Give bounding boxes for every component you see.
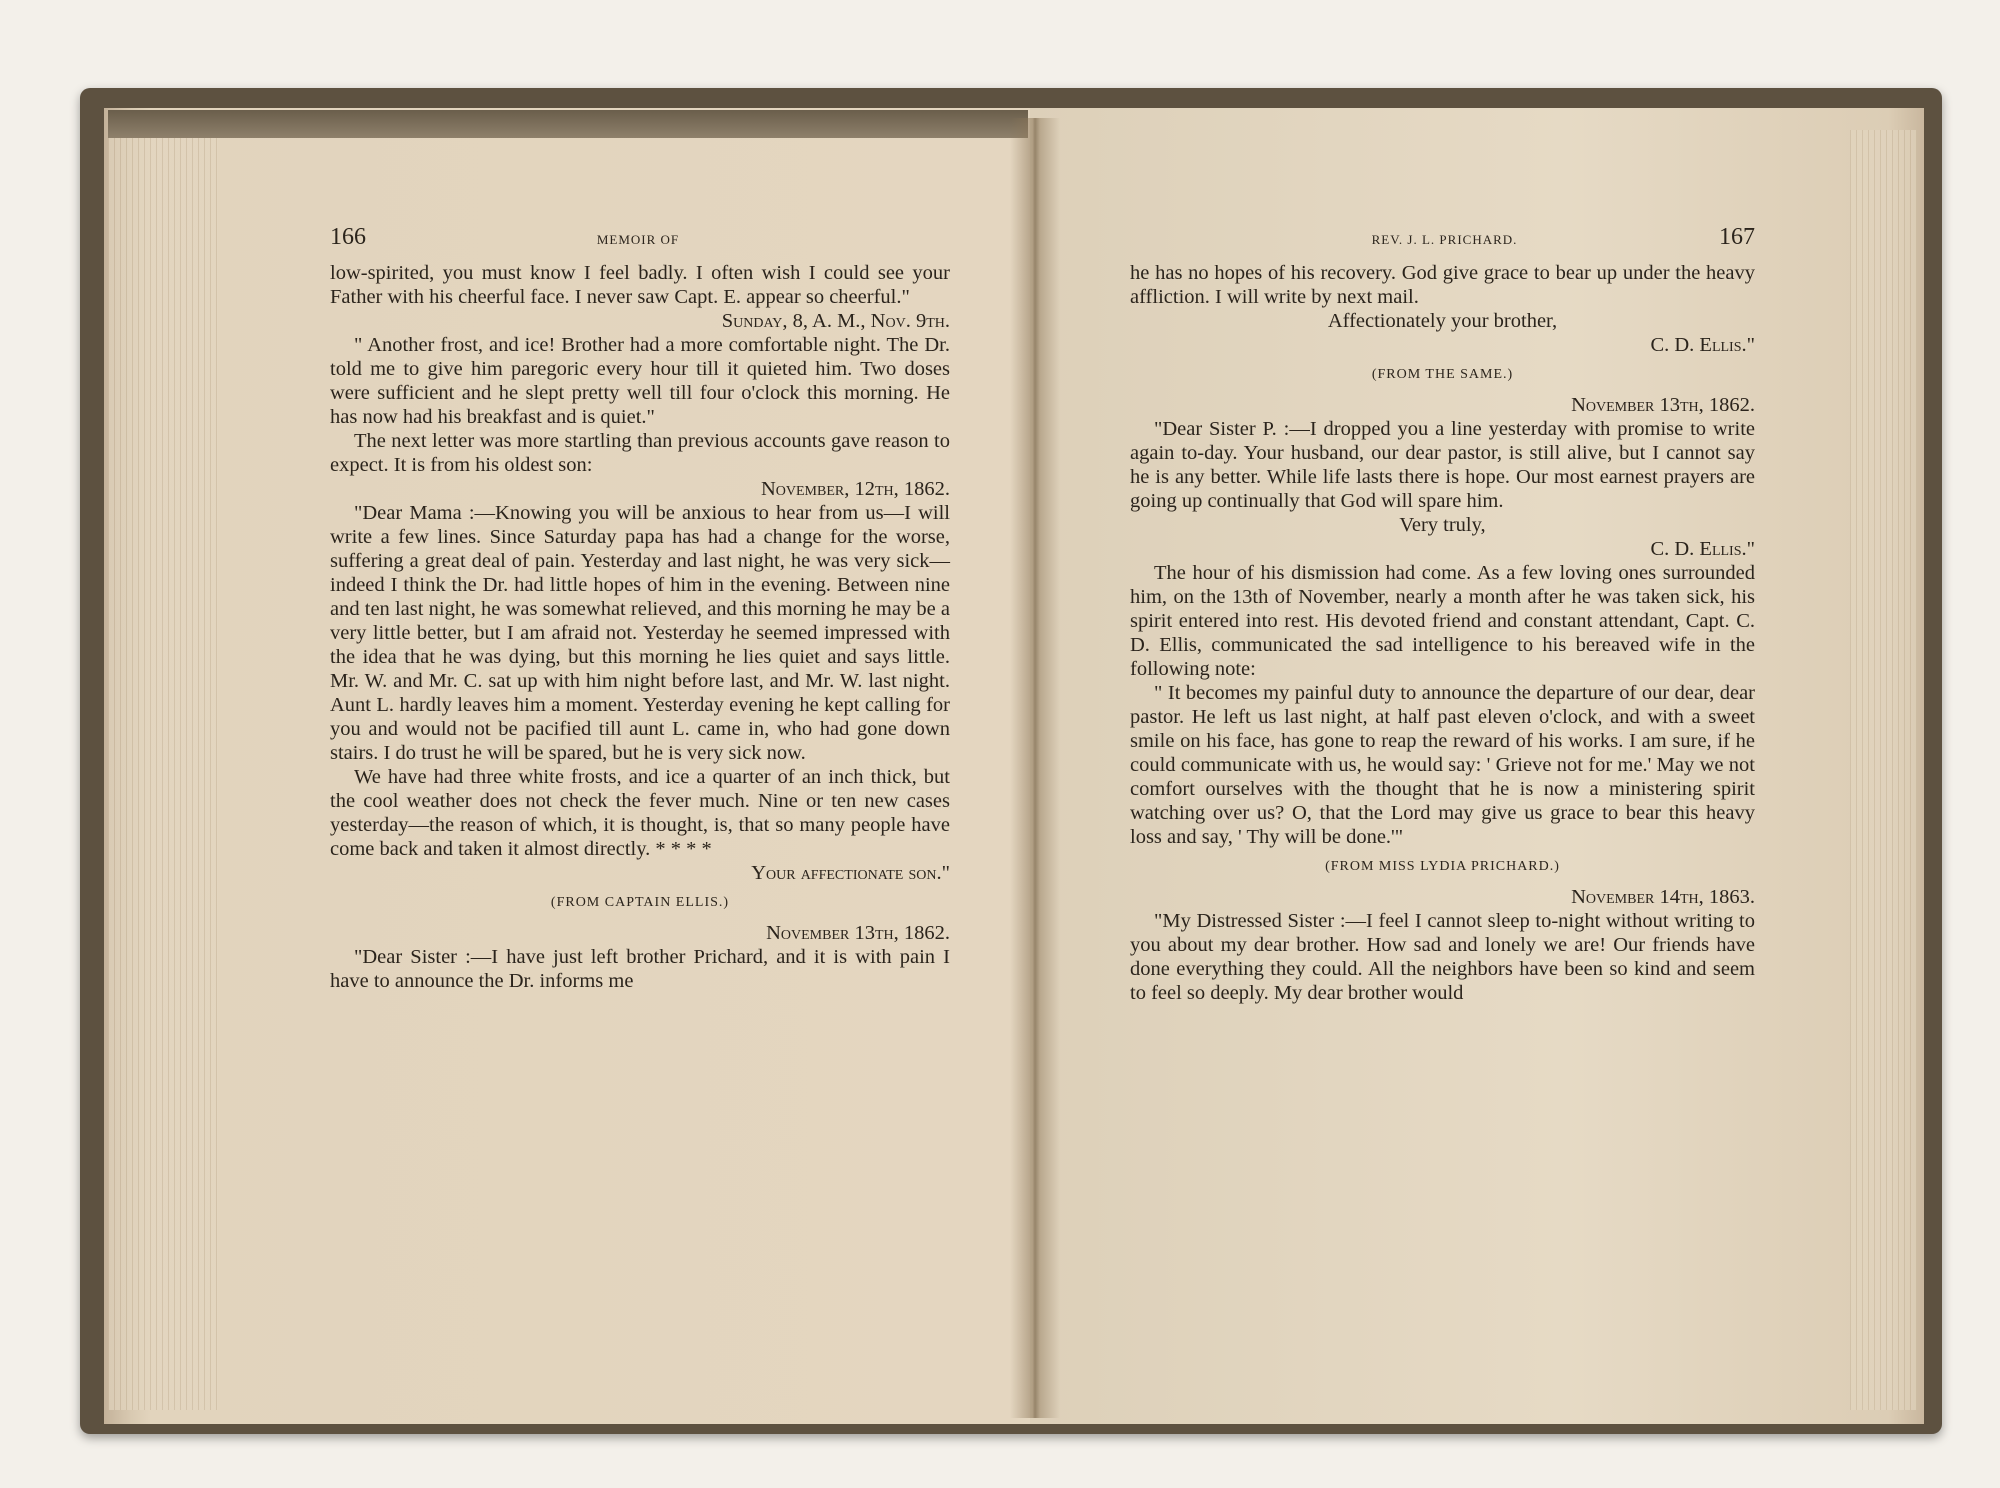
left-page-top-edge [108, 110, 1028, 138]
closing-line: Affectionately your brother, [1327, 310, 1558, 332]
dateline: C. D. Ellis." [1650, 334, 1755, 356]
dateline: C. D. Ellis." [1650, 538, 1755, 560]
paragraph: "Dear Mama :—Knowing you will be anxious to hear from us—I will write a few lines. Since Saturday papa has had a change for the worse, suffering a great deal of pain. Yesterday and last night, he was very sick—indeed I think the Dr. had little hopes of him in the evening. Between nine and ten last night, he was somewhat relieved, and this morning he may be a very little better, but I am afraid not. Yesterday he seemed impressed with the idea that he was dying, but this morning he lies quiet and says little. Mr. W. and Mr. C. sat up with him night before last, and Mr. W. last night. Aunt L. hardly leaves him a moment. Yesterday evening he kept calling for you and would not be pacified till aunt L. came in, who had gone down stairs. I do trust he will be spared, but he is very sick now. [330, 502, 950, 764]
book-gutter [1010, 118, 1060, 1418]
letter-source-note: (FROM THE SAME.) [1371, 367, 1514, 382]
dateline: November 13th, 1862. [1571, 394, 1755, 416]
paragraph: "My Distressed Sister :—I feel I cannot sleep to-night without writing to you about my dear brother. How sad and lonely we are! Our friends have done everything they could. All the neighbors have been so kind and seem to feel so deeply. My dear brother would [1130, 910, 1755, 1004]
letter-source-note: (FROM CAPTAIN ELLIS.) [550, 895, 730, 910]
paragraph: The hour of his dismission had come. As a few loving ones surrounded him, on the 13th of November, nearly a month after he was taken sick, his spirit entered into rest. His devoted friend and constant attendant, Capt. C. D. Ellis, communicated the sad intelligence to his bereaved wife in the following note: [1130, 562, 1755, 680]
paragraph: We have had three white frosts, and ice a quarter of an inch thick, but the cool weather does not check the fever much. Nine or ten new cases yesterday—the reason of which, it is thought, is, that so many people have come back and taken it almost directly. * * * * [330, 766, 950, 860]
paragraph: "Dear Sister :—I have just left brother Prichard, and it is with pain I have to announce the Dr. informs me [330, 946, 950, 992]
running-head: REV. J. L. PRICHARD. [1371, 232, 1518, 247]
page-number: 166 [330, 224, 366, 250]
right-page-edges [1850, 130, 1916, 1410]
dateline: November, 12th, 1862. [760, 478, 950, 500]
paragraph: "Dear Sister P. :—I dropped you a line yesterday with promise to write again to-day. Your husband, our dear pastor, is still alive, but I cannot say he is any better. While life lasts there is hope. Our most earnest prayers are going up continually that God will spare him. [1130, 418, 1755, 512]
letter-source-note: (FROM MISS LYDIA PRICHARD.) [1325, 859, 1560, 874]
closing-line: Very truly, [1399, 514, 1486, 536]
paragraph: he has no hopes of his recovery. God give grace to bear up under the heavy affliction. I will write by next mail. [1130, 262, 1755, 308]
right-page-body [1130, 261, 1755, 1005]
left-page [330, 225, 950, 993]
running-head: MEMOIR OF [596, 232, 680, 247]
left-page-edges [108, 120, 218, 1410]
paragraph: " Another frost, and ice! Brother had a more comfortable night. The Dr. told me to give him paregoric every hour till it quieted him. Two doses were sufficient and he slept pretty well till four o'clock this morning. He has now had his breakfast and is quiet." [330, 334, 950, 428]
dateline: Your affectionate son." [751, 862, 950, 884]
right-page-header [1130, 225, 1755, 251]
dateline: November 14th, 1863. [1571, 886, 1755, 908]
right-page [1130, 225, 1755, 1005]
dateline: Sunday, 8, A. M., Nov. 9th. [721, 310, 950, 332]
left-page-body [330, 261, 950, 993]
paragraph: The next letter was more startling than previous accounts gave reason to expect. It is from his oldest son: [330, 430, 950, 476]
page-number: 167 [1719, 224, 1755, 250]
dateline: November 13th, 1862. [766, 922, 950, 944]
paragraph: low-spirited, you must know I feel badly. I often wish I could see your Father with his cheerful face. I never saw Capt. E. appear so cheerful." [330, 262, 950, 308]
left-page-header [330, 225, 950, 251]
paragraph: " It becomes my painful duty to announce the departure of our dear, dear pastor. He left us last night, at half past eleven o'clock, and with a sweet smile on his face, has gone to reap the reward of his works. I am sure, if he could communicate with us, he would say: ' Grieve not for me.' May we not comfort ourselves with the thought that he is now a ministering spirit watching over us? O, that the Lord may give us grace to bear this heavy loss and say, ' Thy will be done.'" [1130, 682, 1755, 848]
